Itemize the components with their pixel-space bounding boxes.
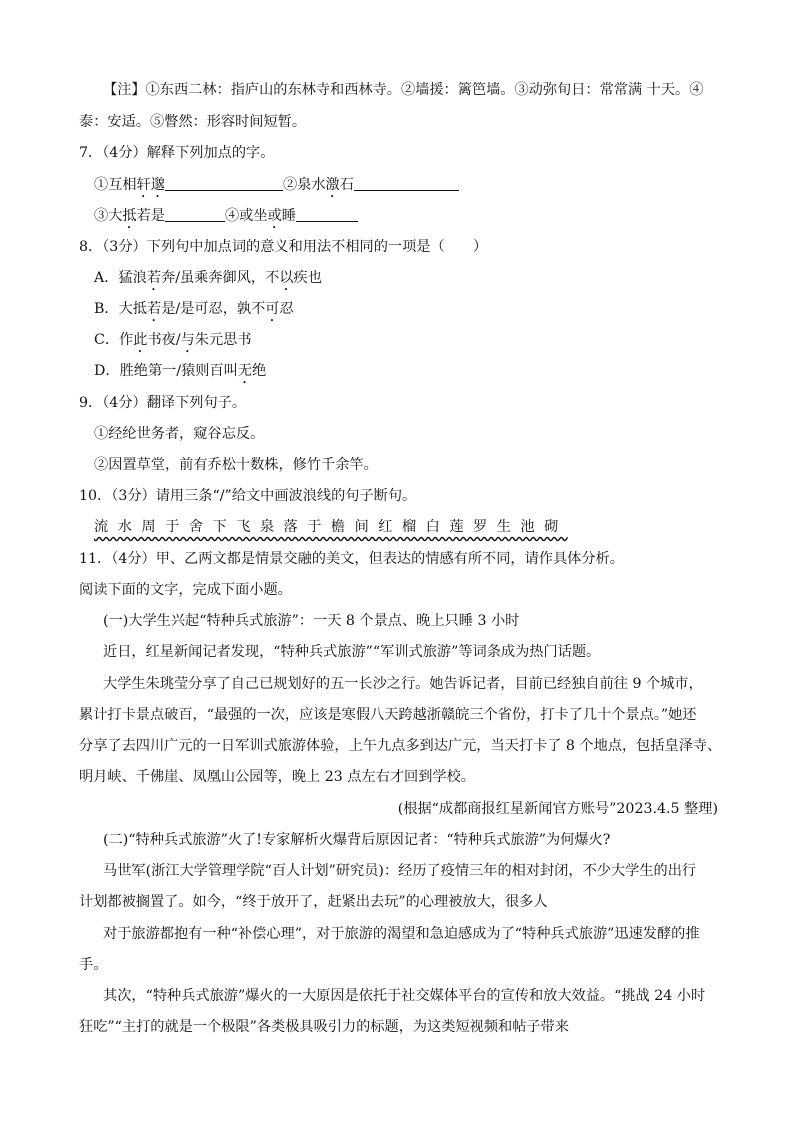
q8-option-a[interactable]: [94, 268, 322, 294]
q7-item-3-text: ③大: [94, 208, 123, 224]
q8-b-post: 忍: [279, 301, 294, 317]
paragraph-5-line-2: 狂吃”“主打的就是一个极限”各类极具吸引力的标题，为这类短视频和帖子带来: [79, 1019, 569, 1035]
q8-d-text: D．胜绝第一/猿则百叫: [94, 363, 238, 379]
paragraph-4-line-2: 手。: [79, 957, 108, 973]
q8-a-dotted-1: 若: [146, 270, 162, 286]
q7-item-3-dotted: 抵: [122, 208, 137, 224]
question-7-row-1: [94, 175, 459, 201]
q8-a-text: A．猛浪: [94, 270, 147, 286]
q7-item-3-post: 若是: [136, 208, 165, 224]
q7-item-1-text: ①互相: [94, 177, 137, 193]
q7-item-3-blank[interactable]: [165, 206, 225, 222]
q10-sentence-text: 流水周于舍下飞泉落于檐间红榴白莲罗生池砌: [94, 519, 568, 535]
q8-option-c[interactable]: [94, 330, 252, 356]
note-line-2: 泰：安适。⑤瞥然：形容时间短暂。: [79, 114, 307, 130]
q8-b-dotted-1: 若: [147, 301, 162, 317]
q7-item-2-text: ②泉水: [282, 177, 326, 193]
paragraph-5-line-1: 其次，“特种兵式旅游”爆火的一大原因是依托于社交媒体平台的宣传和放大效益。“挑战 24 小时: [103, 988, 706, 1004]
q7-item-4-blank[interactable]: [296, 206, 358, 222]
q10-wavy-sentence: [94, 517, 568, 537]
paragraph-2-line-3: 分享了去四川广元的一日军训式旅游体验，上午九点多到达广元，当天打卡了 8 个地点，包括皇泽寺、: [79, 738, 722, 754]
q7-item-4-text: ④或坐: [224, 208, 268, 224]
reading-intro: 阅读下面的文字，完成下面小题。: [79, 582, 292, 598]
question-7-stem: 7．（4分）解释下列加点的字。: [79, 145, 275, 161]
q8-d-dotted-1: 无: [237, 363, 253, 379]
question-9-stem: 9．（4分）翻译下列句子。: [79, 395, 247, 411]
paragraph-3-line-1: 马世军(浙江大学管理学院“百人计划”研究员)：经历了疫情三年的相对封闭，不少大学生的出行: [103, 863, 697, 879]
q7-item-1-blank[interactable]: [165, 175, 283, 191]
q8-b-text: B．大抵: [94, 301, 147, 317]
q8-c-dotted-1: 此: [133, 332, 148, 348]
q7-item-4-post: 睡: [281, 208, 296, 224]
note-line-1: 【注】①东西二林：指庐山的东林寺和西林寺。②墙援：篱笆墙。③动弥旬日：常常满 十天。④: [103, 82, 704, 98]
paragraph-1: 近日，红星新闻记者发现，“特种兵式旅游”“军训式旅游”等词条成为热门话题。: [103, 644, 601, 660]
q8-a-mid: 奔/虽乘奔御风，不: [161, 270, 280, 286]
q7-item-1-dotted: 轩邈: [136, 177, 165, 193]
q8-d-post: 绝: [252, 363, 267, 379]
question-11-stem: 11．（4分）甲、乙两文都是情景交融的美文，但表达的情感有所不同，请作具体分析。: [79, 551, 624, 567]
section-1-title: (一)大学生兴起“特种兵式旅游”：一天 8 个景点、晚上只睡 3 小时: [103, 613, 520, 629]
paragraph-2-line-4: 明月峡、千佛崖、凤凰山公园等，晚上 23 点左右才回到学校。: [79, 769, 475, 785]
q9-sentence-1: ①经纶世务者，窥谷忘反。: [94, 426, 265, 442]
q8-c-post: 朱元思书: [194, 332, 252, 348]
q8-c-dotted-2: 与: [180, 332, 195, 348]
paragraph-3-line-2: 计划都被搁置了。如今，“终于放开了，赶紧出去玩”的心理被放大，很多人: [79, 894, 548, 910]
question-7-row-2: [94, 206, 358, 232]
q7-item-2-blank[interactable]: [354, 175, 459, 191]
paragraph-2-line-1: 大学生朱珧莹分享了自己已规划好的五一长沙之行。她告诉记者，目前已经独自前往 9 个城市，: [103, 676, 703, 692]
q7-item-2-post: 石: [339, 177, 354, 193]
question-10-stem: 10．（3分）请用三条“/”给文中画波浪线的句子断句。: [79, 488, 417, 504]
section-2-title: (二)“特种兵式旅游”火了!专家解析火爆背后原因记者：“特种兵式旅游”为何爆火?: [103, 832, 611, 848]
q8-option-b[interactable]: [94, 299, 294, 325]
q8-a-dotted-2: 以: [279, 270, 294, 286]
q8-a-post: 疾也: [293, 270, 322, 286]
source-note: (根据“成都商报红星新闻官方账号”2023.4.5 整理): [397, 801, 718, 817]
question-8-stem: 8．（3分）下列句中加点词的意义和用法不相同的一项是（ ）: [79, 239, 488, 255]
q8-b-dotted-2: 可: [265, 301, 280, 317]
q8-c-text: C．作: [94, 332, 134, 348]
q8-option-d[interactable]: [94, 361, 266, 387]
paragraph-2-line-2: 累计打卡景点破百，“最强的一次，应该是寒假八天跨越浙赣皖三个省份，打卡了几十个景点。”她还: [79, 707, 697, 723]
q7-item-4-dotted: 或: [267, 208, 282, 224]
q7-item-2-dotted: 激: [325, 177, 340, 193]
q8-c-mid: 书夜/: [147, 332, 181, 348]
q9-sentence-2: ②因置草堂，前有乔松十数株，修竹千余竿。: [94, 457, 378, 473]
paragraph-4-line-1: 对于旅游都抱有一种“补偿心理”，对于旅游的渴望和急迫感成为了“特种兵式旅游”迅速发酵的推: [103, 926, 700, 942]
q8-b-mid: 是/是可忍，孰不: [161, 301, 266, 317]
